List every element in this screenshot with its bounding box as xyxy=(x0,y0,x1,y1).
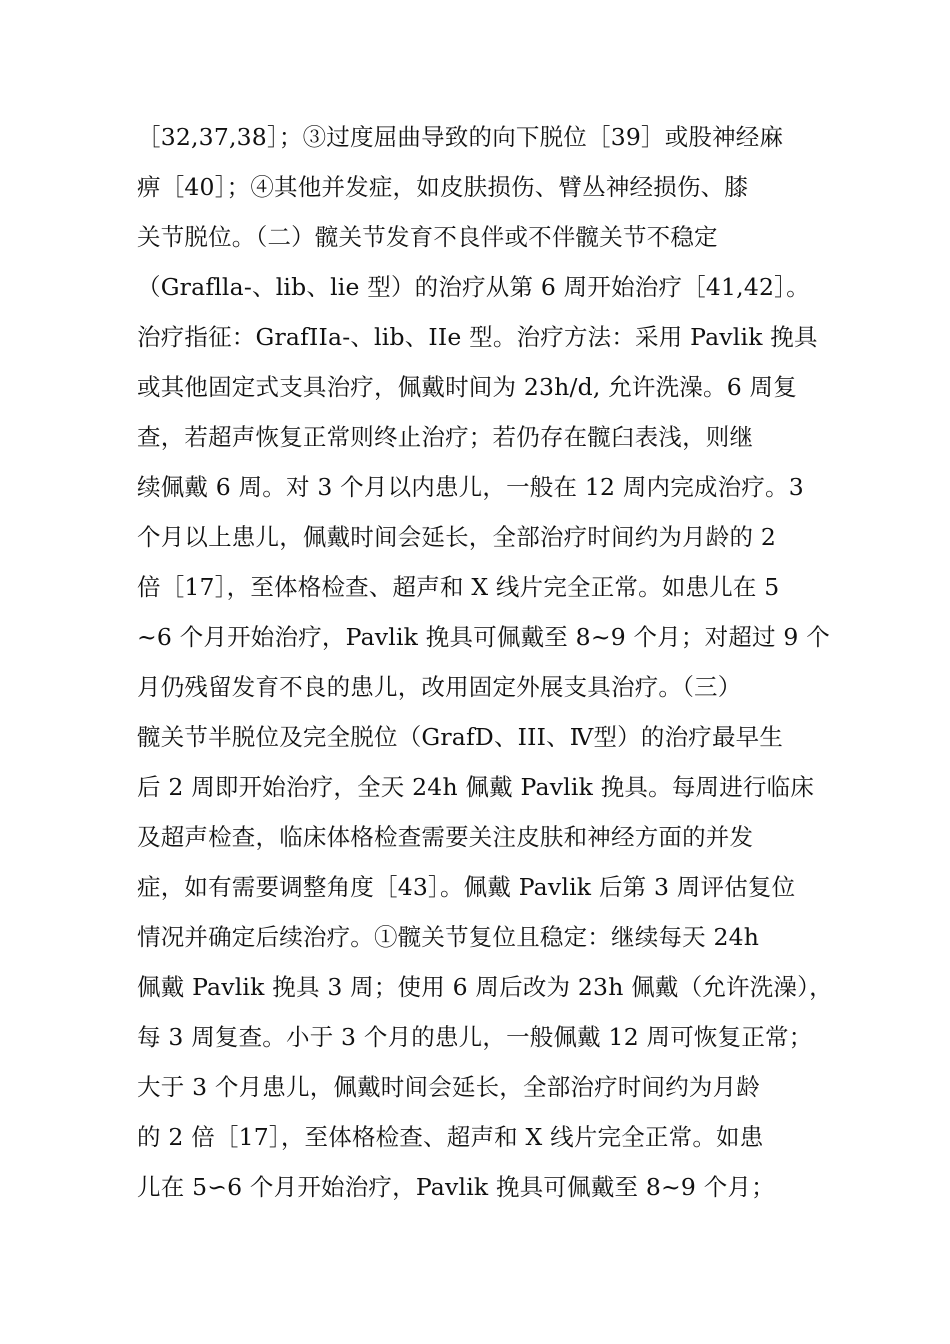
text-line: 及超声检查，临床体格检查需要关注皮肤和神经方面的并发 xyxy=(137,823,754,851)
text-line: 情况并确定后续治疗。①髋关节复位且稳定：继续每天 24h xyxy=(137,923,760,951)
text-line: 或其他固定式支具治疗，佩戴时间为 23h/d, 允许洗澡。6 周复 xyxy=(137,373,797,401)
text-line: 治疗指征：GrafIIa-、lib、IIe 型。治疗方法：采用 Pavlik 挽具 xyxy=(137,323,818,351)
text-line: 续佩戴 6 周。对 3 个月以内患儿，一般在 12 周内完成治疗。3 xyxy=(137,473,804,501)
text-line: 髋关节半脱位及完全脱位（GrafD、III、Ⅳ型）的治疗最早生 xyxy=(137,723,784,751)
text-line: ［32,37,38］；③过度屈曲导致的向下脱位［39］或股神经麻 xyxy=(137,123,784,151)
text-line: 的 2 倍［17］，至体格检查、超声和 X 线片完全正常。如患 xyxy=(137,1123,764,1151)
text-line: 佩戴 Pavlik 挽具 3 周；使用 6 周后改为 23h 佩戴（允许洗澡）， xyxy=(137,973,833,1001)
text-line: 月仍残留发育不良的患儿，改用固定外展支具治疗。（三） xyxy=(137,673,742,701)
text-line: 查，若超声恢复正常则终止治疗；若仍存在髋臼表浅，则继 xyxy=(137,423,754,451)
text-line: （Graflla-、lib、lie 型）的治疗从第 6 周开始治疗［41,42］。 xyxy=(137,273,810,301)
text-line: 症，如有需要调整角度［43］。佩戴 Pavlik 后第 3 周评估复位 xyxy=(137,873,796,901)
text-line: 痹［40］；④其他并发症，如皮肤损伤、臂丛神经损伤、膝 xyxy=(137,173,749,201)
body-text xyxy=(137,112,833,1212)
text-line: 个月以上患儿，佩戴时间会延长，全部治疗时间约为月龄的 2 xyxy=(137,523,777,551)
text-line: ~6 个月开始治疗，Pavlik 挽具可佩戴至 8~9 个月；对超过 9 个 xyxy=(137,623,830,651)
text-line: 后 2 周即开始治疗，全天 24h 佩戴 Pavlik 挽具。每周进行临床 xyxy=(137,773,815,801)
text-line: 儿在 5∽6 个月开始治疗，Pavlik 挽具可佩戴至 8~9 个月； xyxy=(137,1173,775,1201)
text-line: 关节脱位。（二）髋关节发育不良伴或不伴髋关节不稳定 xyxy=(137,223,718,251)
text-line: 大于 3 个月患儿，佩戴时间会延长，全部治疗时间约为月龄 xyxy=(137,1073,760,1101)
text-line: 倍［17］，至体格检查、超声和 X 线片完全正常。如患儿在 5 xyxy=(137,573,780,601)
text-line: 每 3 周复查。小于 3 个月的患儿，一般佩戴 12 周可恢复正常； xyxy=(137,1023,813,1051)
